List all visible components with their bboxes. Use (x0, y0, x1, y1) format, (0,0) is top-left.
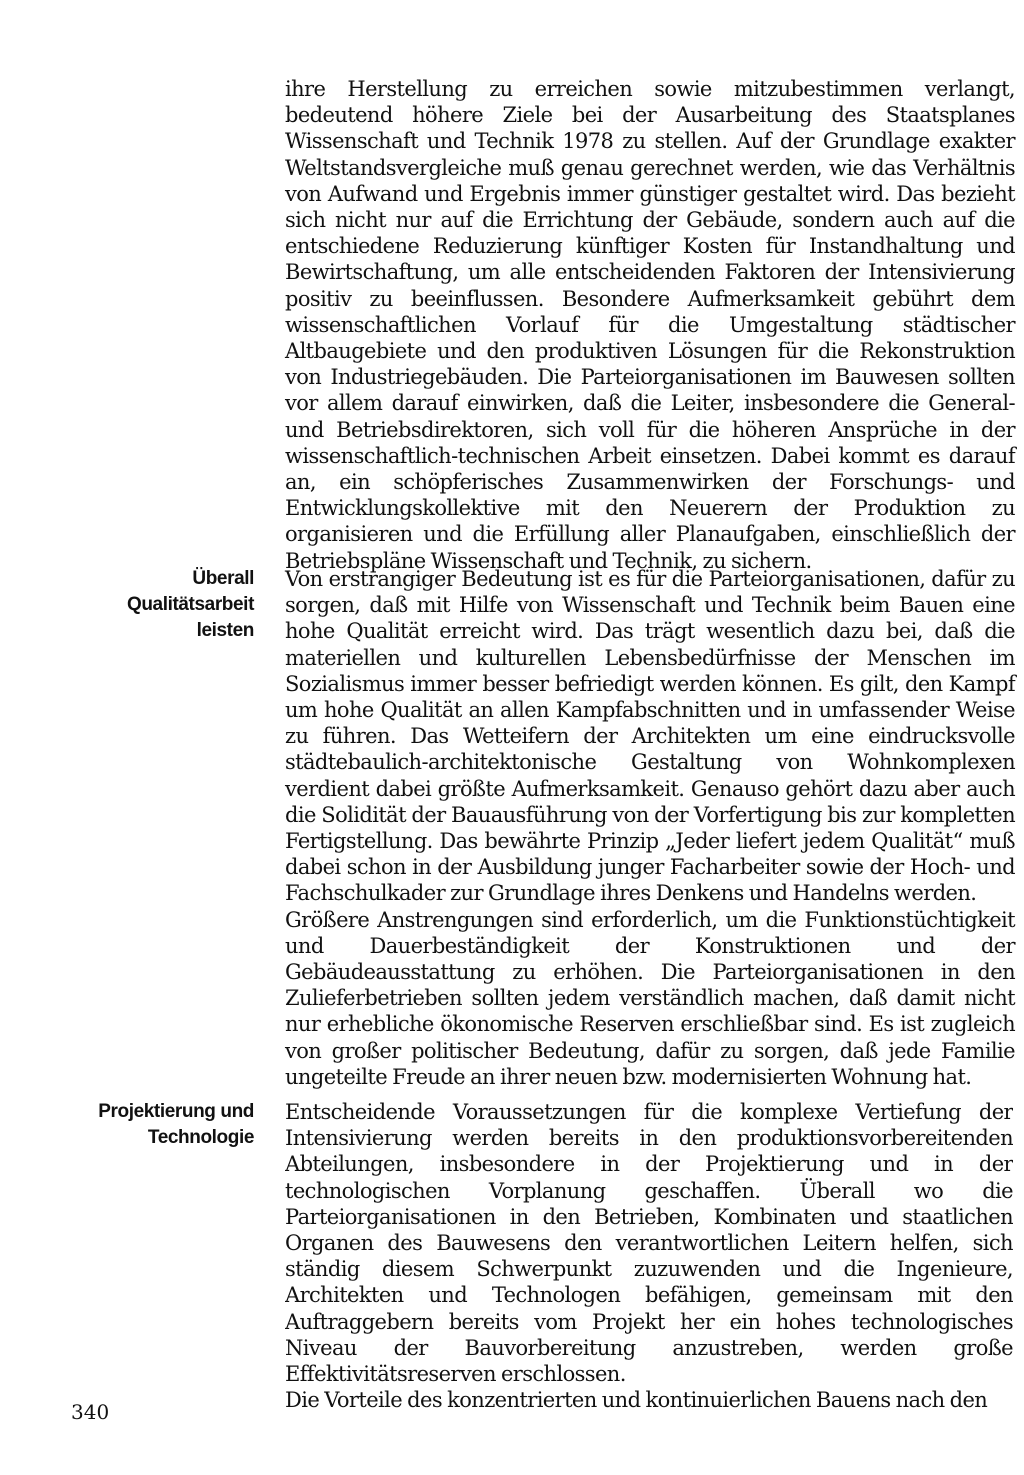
paragraph: Größere Anstrengungen sind erforderlich, um die Funktionstüchtigkeit und Dauerbeständigkeit der Konstruktionen und der Gebäudeausstattung zu erhöhen. Die Parteiorganisationen in den Zulieferbetrieben sollten jedem verständlich machen, daß damit nicht nur erhebliche ökonomische Reserven erschließbar sind. Es ist zugleich von großer politischer Bedeutung, dafür zu sorgen, daß jede Familie ungeteilte Freude an ihrer neuen bzw. modernisierten Wohnung hat. (285, 907, 1015, 1089)
marginal-heading-line: Qualitätsarbeit (126, 594, 254, 615)
marginal-heading-qualitaetsarbeit (127, 566, 254, 644)
marginal-heading-line: leisten (196, 620, 254, 641)
paragraph: Von erstrangiger Bedeutung ist es für die Parteiorganisationen, dafür zu sorgen, daß mit Hilfe von Wissenschaft und Technik beim Bauen eine hohe Qualität erreicht wird. Das trägt wesentlich dazu bei, daß die materiellen und kulturellen Lebensbedürfnisse der Menschen im Sozialismus immer besser befriedigt werden können. Es gilt, den Kampf um hohe Qualität an allen Kampfabschnitten und in umfassender Weise zu führen. Das Wetteifern der Architekten um eine eindrucksvolle städtebaulich-architektonische Gestaltung von Wohnkomplexen verdient dabei größte Aufmerksamkeit. Genauso gehört dazu aber auch die Solidität der Bauausführung von der Vorfertigung bis zur kompletten Fertigstellung. Das bewährte Prinzip „Jeder liefert jedem Qualität“ muß dabei schon in der Ausbildung junger Facharbeiter sowie der Hoch- und Fachschulkader zur Grundlage ihres Denkens und Handelns werden. (285, 567, 1015, 906)
marginal-heading-line: Technologie (147, 1127, 254, 1148)
page-number: 340 (71, 1400, 110, 1424)
text-block-projektierung (285, 1099, 1013, 1413)
marginal-heading-projektierung (98, 1099, 254, 1151)
marginal-heading-line: Überall (192, 568, 254, 589)
paragraph: ihre Herstellung zu erreichen sowie mitzubestimmen verlangt, bedeutend höhere Ziele bei der Ausarbeitung des Staatsplanes Wissenschaft und Technik 1978 zu stellen. Auf der Grundlage exakter Weltstandsvergleiche muß genau gerechnet werden, wie das Verhältnis von Aufwand und Ergebnis immer günstiger gestaltet wird. Das bezieht sich nicht nur auf die Errichtung der Gebäude, sondern auch auf die entschiedene Reduzierung künftiger Kosten für Instandhaltung und Bewirtschaftung, um alle entscheidenden Faktoren der Intensivierung positiv zu beeinflussen. Besondere Aufmerksamkeit gebührt dem wissenschaftlichen Vorlauf für die Umgestaltung städtischer Altbaugebiete und den produktiven Lösungen für die Rekonstruktion von Industriegebäuden. Die Parteiorganisationen im Bauwesen sollten vor allem darauf einwirken, daß die Leiter, insbesondere die General- und Betriebsdirektoren, sich voll für die höheren Ansprüche in der wissenschaftlich-technischen Arbeit einsetzen. Dabei kommt es darauf an, ein schöpferisches Zusammenwirken der Forschungs- und Entwicklungskollektive mit den Neuerern der Produktion zu organisieren und die Erfüllung aller Planaufgaben, einschließlich der Betriebspläne Wissenschaft und Technik, zu sichern. (285, 77, 1015, 573)
text-block-qualitaetsarbeit (285, 566, 1015, 1090)
text-block-intro (285, 76, 1015, 574)
marginal-heading-line: Projektierung und (98, 1101, 254, 1122)
paragraph: Entscheidende Voraussetzungen für die komplexe Vertiefung der Intensivierung werden bereits in den produktionsvorbereitenden Abteilungen, insbesondere in der Projektierung und in der technologischen Vorplanung geschaffen. Überall wo die Parteiorganisationen in den Betrieben, Kombinaten und staatlichen Organen des Bauwesens den verantwortlichen Leitern helfen, sich ständig diesem Schwerpunkt zuzuwenden und die Ingenieure, Architekten und Technologen befähigen, gemeinsam mit den Auftraggebern bereits vom Projekt her ein hohes technologisches Niveau der Bauvorbereitung anzustreben, werden große Effektivitätsreserven erschlossen. (285, 1100, 1013, 1387)
paragraph: Die Vorteile des konzentrierten und kontinuierlichen Bauens nach den (285, 1388, 988, 1413)
